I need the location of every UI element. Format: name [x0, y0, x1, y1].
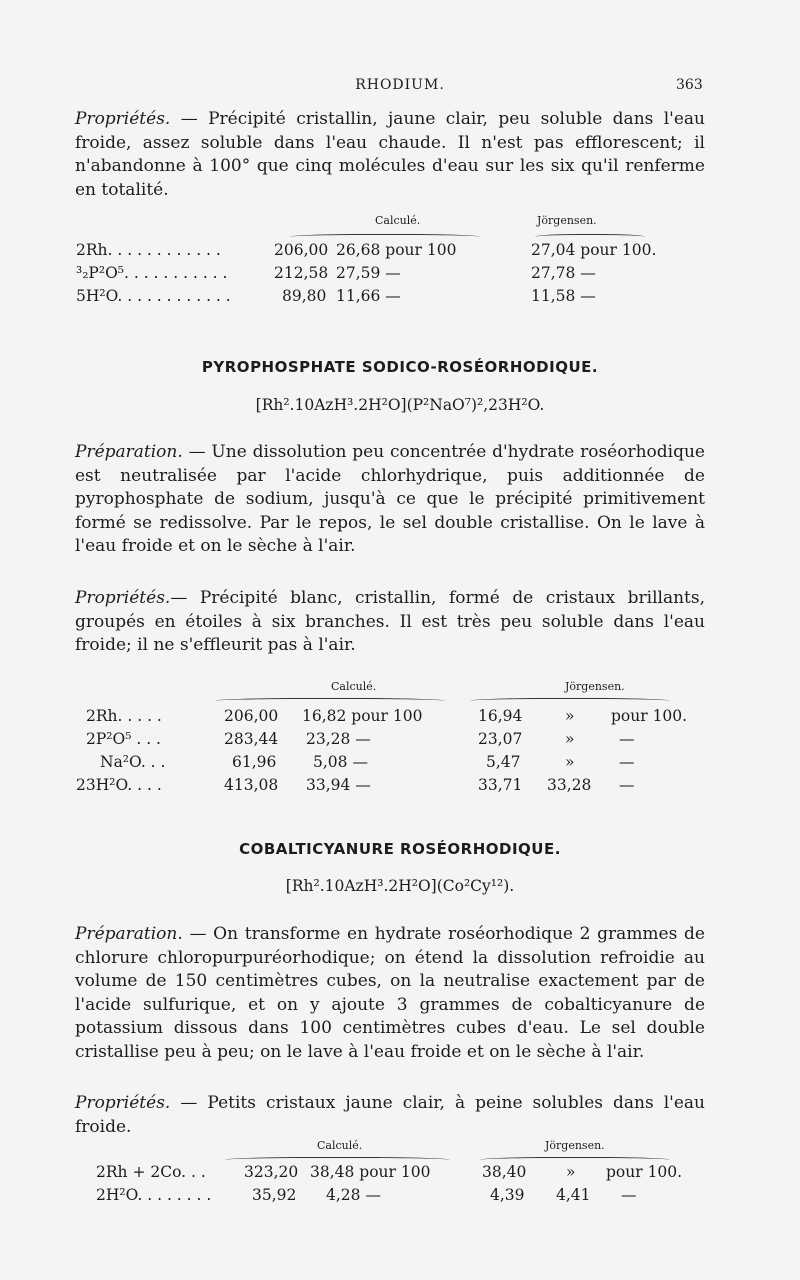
- section-formula-cobalticyanure: [Rh².10AzH³.2H²O](Co²Cy¹²).: [285, 877, 515, 895]
- row-percent-calculated: 26,68 pour 100: [336, 241, 457, 259]
- table-header-jorgensen: Jörgensen.: [537, 214, 597, 227]
- row-percent-jorgensen-1: 16,94: [478, 707, 523, 725]
- row-value: 61,96: [232, 753, 277, 771]
- row-value: 206,00: [224, 707, 279, 725]
- table-header-calculated: Calculé.: [375, 214, 421, 227]
- page-number: 363: [676, 77, 703, 93]
- section-formula-pyrophosphate: [Rh².10AzH³.2H²O](P²NaO⁷)²,23H²O.: [255, 396, 545, 414]
- paragraph-label: Préparation.: [75, 442, 183, 462]
- row-unit: —: [621, 1186, 637, 1204]
- row-label: 23H²O. . . .: [76, 776, 162, 794]
- row-unit: —: [619, 730, 635, 748]
- row-label: 2Rh. . . . .: [86, 707, 162, 725]
- row-percent-calculated: 27,59 —: [336, 264, 401, 282]
- row-value: 212,58: [274, 264, 329, 282]
- row-percent-jorgensen-2: 4,41: [556, 1186, 591, 1204]
- properties-paragraph-3: [75, 1092, 705, 1139]
- row-percent-calculated: 33,94 —: [306, 776, 371, 794]
- preparation-paragraph-2: [75, 923, 705, 1064]
- row-percent-jorgensen: 11,58 —: [531, 287, 596, 305]
- row-value: 283,44: [224, 730, 279, 748]
- row-percent-jorgensen-1: 4,39: [490, 1186, 525, 1204]
- row-percent-jorgensen-2: 33,28: [547, 776, 592, 794]
- row-value: 89,80: [282, 287, 327, 305]
- paragraph-text: — Petits cristaux jaune clair, à peine solubles dans l'eau froide.: [75, 1093, 705, 1137]
- brace-divider: [215, 698, 445, 705]
- table-header-calculated: Calculé.: [331, 680, 377, 693]
- row-percent-calculated: 16,82 pour 100: [302, 707, 423, 725]
- brace-divider: [535, 234, 645, 241]
- row-value: 206,00: [274, 241, 329, 259]
- paragraph-text: — Précipité blanc, cristallin, formé de cristaux brillants, groupés en étoiles à six branches. Il est très peu soluble dans l'eau froide; il ne s'effleurit pas à l'air.: [75, 588, 705, 655]
- row-percent-jorgensen: 27,04 pour 100.: [531, 241, 657, 259]
- table-header-jorgensen: Jörgensen.: [565, 680, 625, 693]
- row-percent-jorgensen-1: 33,71: [478, 776, 523, 794]
- brace-divider: [290, 234, 480, 241]
- paragraph-label: Propriétés.: [75, 588, 171, 608]
- row-label: Na²O. . .: [100, 753, 166, 771]
- row-value: 35,92: [252, 1186, 297, 1204]
- row-label: 5H²O. . . . . . . . . . . .: [76, 287, 231, 305]
- row-percent-jorgensen-2: »: [565, 730, 575, 748]
- properties-paragraph-1: [75, 108, 705, 202]
- row-percent-jorgensen-1: 38,40: [482, 1163, 527, 1181]
- section-title-cobalticyanure: COBALTICYANURE ROSÉORHODIQUE.: [239, 840, 561, 858]
- row-percent-jorgensen: 27,78 —: [531, 264, 596, 282]
- table-header-jorgensen: Jörgensen.: [545, 1139, 605, 1152]
- paragraph-text: — On transforme en hydrate roséorhodique 2 grammes de chlorure chloropurpuréorhodique; on étend la dissolution refroidie au volume de 150 centimètres cubes, on la neutralise exactement par de l'acide sulfurique, et on y ajoute 3 grammes de cobalticyanure de potassium dissous dans 100 centimètres cubes d'eau. Le sel double cristallise peu à peu; on le lave à l'eau froide et on le sèche à l'air.: [75, 924, 705, 1062]
- brace-divider: [470, 698, 670, 705]
- row-unit: —: [619, 776, 635, 794]
- row-percent-jorgensen-1: 23,07: [478, 730, 523, 748]
- row-percent-calculated: 5,08 —: [313, 753, 368, 771]
- row-unit: pour 100.: [611, 707, 688, 725]
- row-percent-calculated: 38,48 pour 100: [310, 1163, 431, 1181]
- row-percent-jorgensen-2: »: [565, 707, 575, 725]
- row-label: 2Rh + 2Co. . .: [96, 1163, 206, 1181]
- paragraph-text: — Précipité cristallin, jaune clair, peu soluble dans l'eau froide, assez soluble dans l'eau chaude. Il n'est pas efflorescent; il n'abandonne à 100° que cinq molécules d'eau sur les six qu'il renferme en totalité.: [75, 109, 705, 200]
- table-header-calculated: Calculé.: [317, 1139, 363, 1152]
- properties-paragraph-2: [75, 587, 705, 658]
- row-unit: pour 100.: [606, 1163, 683, 1181]
- paragraph-label: Propriétés.: [75, 1093, 171, 1113]
- row-label: ³₂P²O⁵. . . . . . . . . . .: [76, 264, 228, 282]
- paragraph-label: Propriétés.: [75, 109, 171, 129]
- preparation-paragraph-1: [75, 441, 705, 559]
- row-percent-calculated: 11,66 —: [336, 287, 401, 305]
- row-percent-jorgensen-2: »: [566, 1163, 576, 1181]
- row-label: 2P²O⁵ . . .: [86, 730, 161, 748]
- row-value: 413,08: [224, 776, 279, 794]
- paragraph-text: — Une dissolution peu concentrée d'hydrate roséorhodique est neutralisée par l'acide chlorhydrique, puis additionnée de pyrophosphate de sodium, jusqu'à ce que le précipité primitivement formé se redissolve. Par le repos, le sel double cristallise. On le lave à l'eau froide et on le sèche à l'air.: [75, 442, 705, 556]
- row-percent-calculated: 4,28 —: [326, 1186, 381, 1204]
- row-label: 2Rh. . . . . . . . . . . .: [76, 241, 221, 259]
- row-label: 2H²O. . . . . . . .: [96, 1186, 212, 1204]
- section-title-pyrophosphate: PYROPHOSPHATE SODICO-ROSÉORHODIQUE.: [201, 358, 599, 376]
- row-percent-calculated: 23,28 —: [306, 730, 371, 748]
- row-percent-jorgensen-1: 5,47: [486, 753, 521, 771]
- row-value: 323,20: [244, 1163, 299, 1181]
- paragraph-label: Préparation.: [75, 924, 183, 944]
- running-header: RHODIUM.: [355, 77, 445, 93]
- row-percent-jorgensen-2: »: [565, 753, 575, 771]
- row-unit: —: [619, 753, 635, 771]
